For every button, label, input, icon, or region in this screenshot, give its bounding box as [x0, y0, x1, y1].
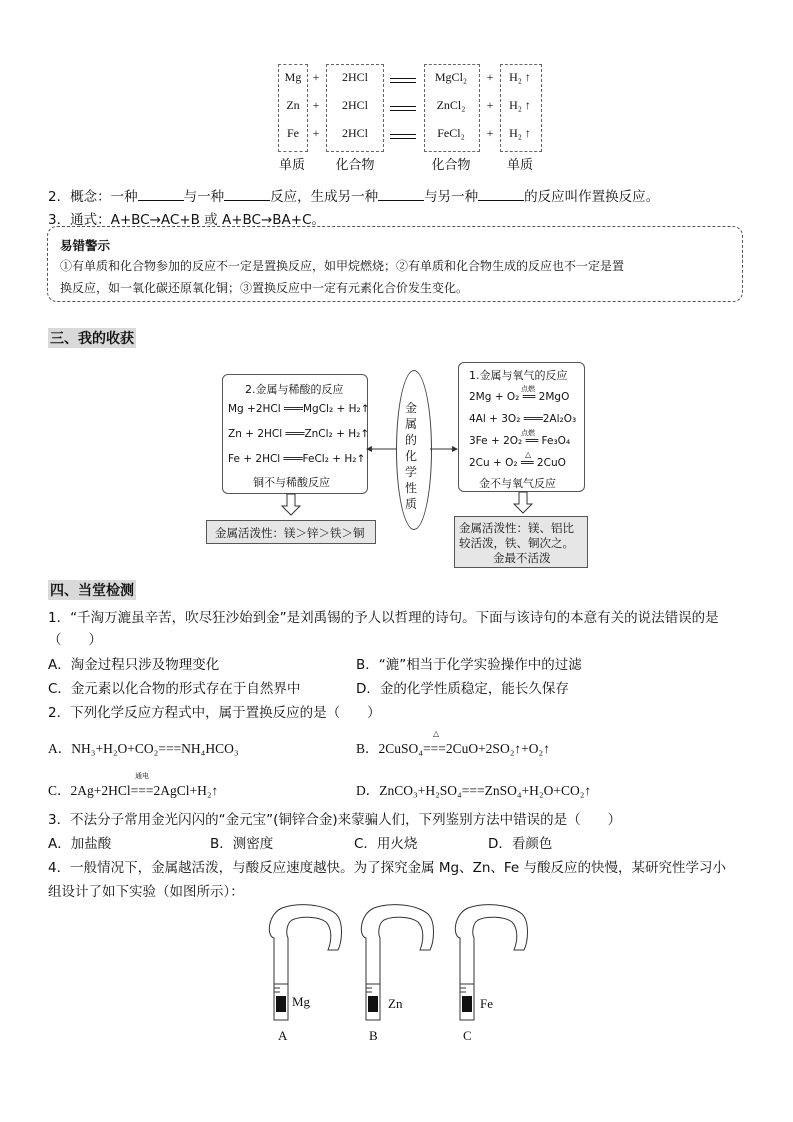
table-cell: Mg [284, 70, 302, 84]
table-cell: H₂ ↑ [509, 126, 531, 140]
option-b[interactable]: B．2CuSO₄===2CuO+2SO₂↑+O₂↑ [356, 741, 550, 756]
right-arrow-icon [430, 446, 458, 452]
plus-sign: + [312, 98, 320, 112]
reaction-condition: 点燃 [521, 429, 535, 437]
equals-sign [390, 134, 416, 139]
map-equation: 4Al + 3O₂ ═══2Al₂O₃ [469, 413, 577, 425]
option-a[interactable]: A．淘金过程只涉及物理变化 [48, 657, 220, 673]
table-label: 单质 [506, 158, 533, 173]
option-d[interactable]: D．看颜色 [488, 836, 553, 852]
question-stem: 1．“千淘万漉虽辛苦，吹尽狂沙始到金”是刘禹锡的予人以哲理的诗句。下面与该诗句的本意有关的说法错误的是 [48, 610, 719, 626]
equals-sign [390, 78, 416, 83]
option-c[interactable]: C．2Ag+2HCl===2AgCl+H₂↑ [48, 783, 219, 798]
metal-label: Zn [388, 996, 403, 1011]
option-a[interactable]: A．加盐酸 [48, 836, 112, 852]
section-heading: 四、当堂检测 [48, 580, 136, 600]
table-cell: MgCl₂ [434, 70, 468, 84]
table-cell: H₂ ↑ [509, 98, 531, 112]
option-d[interactable]: D．金的化学性质稳定，能长久保存 [356, 681, 569, 697]
map-equation: Zn + 2HCl ═══ZnCl₂ + H₂↑ [228, 428, 370, 440]
figure-letter: B [369, 1028, 378, 1043]
fill-blank [478, 187, 524, 201]
table-cell: ZnCl₂ [436, 98, 466, 112]
table-label: 化合物 [335, 158, 375, 173]
plus-sign: + [312, 126, 320, 140]
map-equation: 3Fe + 2O₂ ══ Fe₃O₄ [469, 435, 571, 447]
experiment-figure [260, 900, 540, 1050]
plus-sign: + [486, 98, 494, 112]
question-stem: （ ） [48, 632, 102, 648]
map-title: 2.金属与稀酸的反应 [245, 383, 344, 396]
fill-blank [138, 187, 184, 201]
map-equation: 2Mg + O₂ ══ 2MgO [469, 391, 570, 403]
table-cell: Fe [287, 126, 299, 140]
map-equation: 2Cu + O₂ ══ 2CuO [469, 457, 566, 469]
warning-title: 易错警示 [60, 238, 111, 253]
map-equation: Mg +2HCl ═══MgCl₂ + H₂↑ [228, 403, 370, 415]
general-formula: 3．通式：A+BC→AC+B 或 A+BC→BA+C。 [48, 212, 326, 228]
map-equation: Fe + 2HCl ═══FeCl₂ + H₂↑ [228, 453, 366, 465]
metal-label: Fe [480, 996, 493, 1011]
figure-letter: A [278, 1028, 288, 1043]
table-label: 化合物 [431, 158, 471, 173]
center-label: 金属的化学性质 [405, 401, 418, 511]
reaction-condition: 点燃 [521, 385, 535, 393]
reaction-condition: 通电 [135, 772, 149, 780]
plus-sign: + [312, 70, 320, 84]
table-cell: Zn [286, 98, 300, 112]
metal-label: Mg [292, 994, 311, 1009]
equals-sign [390, 106, 416, 111]
right-result-box: 金属活泼性：镁、铝比 较活泼，铁、铜次之。 金最不活泼 [454, 516, 588, 568]
fill-blank [224, 187, 270, 201]
reaction-condition: △ [433, 729, 440, 738]
figure-letter: C [463, 1028, 472, 1043]
option-d[interactable]: D．ZnCO₃+H₂SO₄===ZnSO₄+H₂O+CO₂↑ [356, 783, 592, 798]
option-b[interactable]: B．测密度 [210, 836, 274, 852]
concept-line: 2．概念：一种 与一种 反应，生成另一种 与另一种 的反应叫作置换反应。 [48, 189, 660, 205]
table-cell: 2HCl [341, 70, 368, 84]
question-stem: 组设计了如下实验（如图所示）： [48, 884, 244, 900]
plus-sign: + [486, 70, 494, 84]
option-c[interactable]: C．用火烧 [354, 836, 418, 852]
map-title: 1.金属与氧气的反应 [469, 369, 568, 382]
table-cell: FeCl₂ [437, 126, 465, 140]
table-cell: 2HCl [341, 126, 368, 140]
left-result-box: 金属活泼性：镁＞锌＞铁＞铜 [206, 520, 376, 544]
map-note: 铜不与稀酸反应 [253, 476, 330, 489]
down-arrow-icon [282, 494, 300, 515]
warning-text: ①有单质和化合物参加的反应不一定是置换反应，如甲烷燃烧；②有单质和化合物生成的反应也不一定是置 [60, 259, 625, 273]
table-cell: 2HCl [341, 98, 368, 112]
map-note: 金不与氧气反应 [479, 477, 556, 490]
warning-text: 换反应，如一氧化碳还原氧化铜；③置换反应中一定有元素化合价发生变化。 [60, 281, 469, 295]
left-arrow-icon [366, 446, 396, 452]
question-stem: 3．不法分子常用金光闪闪的“金元宝”(铜锌合金)来蒙骗人们，下列鉴别方法中错误的是（ ） [48, 812, 622, 828]
plus-sign: + [486, 126, 494, 140]
question-stem: 4．一般情况下，金属越活泼，与酸反应速度越快。为了探究金属 Mg、Zn、Fe 与酸反应的快慢，某研究性学习小 [48, 860, 727, 876]
table-cell: H₂ ↑ [509, 70, 531, 84]
question-stem: 2．下列化学反应方程式中，属于置换反应的是（ ） [48, 705, 381, 721]
option-a[interactable]: A．NH₃+H₂O+CO₂===NH₄HCO₃ [48, 741, 239, 756]
reaction-condition: △ [525, 450, 532, 459]
section-heading: 三、我的收获 [48, 328, 136, 348]
table-label: 单质 [278, 158, 305, 173]
down-arrow-icon [514, 492, 532, 513]
option-c[interactable]: C．金元素以化合物的形式存在于自然界中 [48, 681, 301, 697]
fill-blank [378, 187, 424, 201]
option-b[interactable]: B．“漉”相当于化学实验操作中的过滤 [356, 657, 582, 673]
